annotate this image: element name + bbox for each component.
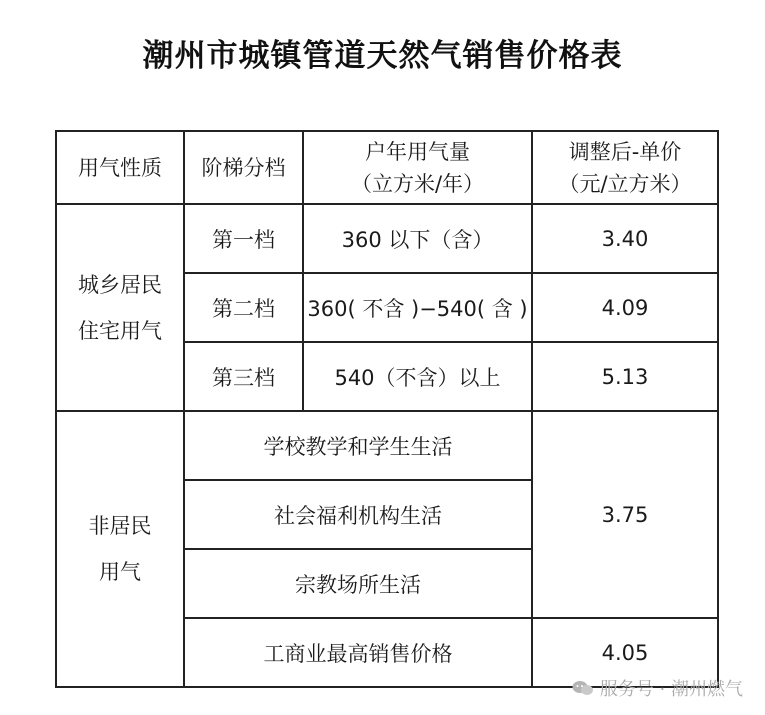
price-table [55, 130, 719, 688]
price-cell: 5.13 [532, 342, 718, 411]
header-volume-line2: （立方米/年） [350, 171, 485, 196]
volume-cell: 360 以下（含） [303, 204, 532, 273]
category-cell: 学校教学和学生生活 [184, 411, 532, 480]
header-price-line2: （元/立方米） [558, 171, 692, 196]
header-tier: 阶梯分档 [184, 131, 303, 204]
price-cell: 3.40 [532, 204, 718, 273]
price-cell: 4.09 [532, 273, 718, 342]
volume-cell: 540（不含）以上 [303, 342, 532, 411]
category-cell: 社会福利机构生活 [184, 480, 532, 549]
non-residential-label [56, 411, 184, 687]
table-header-row [56, 131, 718, 204]
category-cell: 宗教场所生活 [184, 549, 532, 618]
non-residential-label-line2: 用气 [99, 560, 141, 584]
commercial-price-cell: 4.05 [532, 618, 718, 687]
wechat-icon [572, 680, 594, 696]
volume-cell: 360( 不含 )−540( 含 ) [303, 273, 532, 342]
residential-label-line2: 住宅用气 [78, 318, 162, 343]
header-price-line1: 调整后-单价 [568, 139, 682, 164]
header-volume-line1: 户年用气量 [365, 139, 470, 164]
watermark-text: 服务号 · 潮州燃气 [599, 679, 743, 700]
header-nature: 用气性质 [56, 131, 184, 204]
non-residential-label-line1: 非居民 [88, 514, 152, 538]
commercial-cell: 工商业最高销售价格 [184, 618, 532, 687]
residential-label [56, 204, 184, 411]
price-cell-shared: 3.75 [532, 411, 718, 618]
table-row [56, 411, 718, 480]
header-price [532, 131, 718, 204]
table-row [56, 204, 718, 273]
residential-label-line1: 城乡居民 [78, 272, 162, 297]
page-title: 潮州市城镇管道天然气销售价格表 [142, 38, 623, 74]
tier-cell: 第三档 [184, 342, 303, 411]
header-volume [303, 131, 532, 204]
watermark [572, 675, 743, 701]
tier-cell: 第一档 [184, 204, 303, 273]
tier-cell: 第二档 [184, 273, 303, 342]
